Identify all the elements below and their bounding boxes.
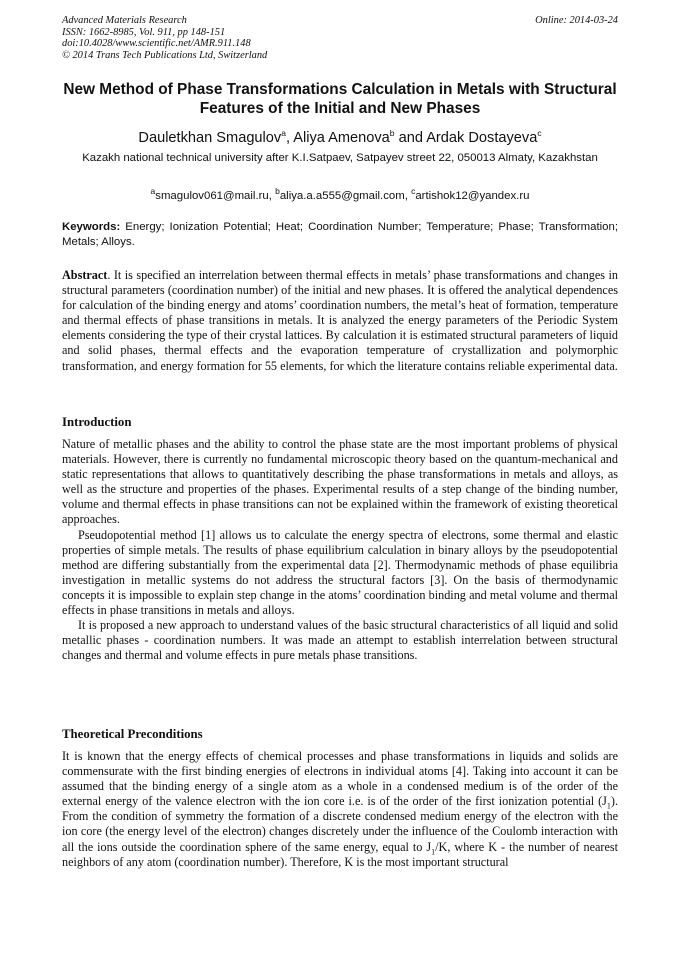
abstract-text: . It is specified an interrelation between thermal effects in metals’ phase transformations and changes in structural parameters (coordination number) of the initial and new phases. It is offered the analytical dependences for calculation of the binding energy and atoms’ coordination numbers, the metal’s heat of formation, temperature and thermal effects of phase transitions in metals. It is analyzed the energy parameters of the Periodic System elements considering the type of their crystal lattices. By calculation it is estimated structural parameters of liquid and solid phases, thermal effects and the evaporation temperature of crystallization and polymorphic transformation, and energy formation for 55 elements, for which the literature contains reliable experimental data. xyxy=(62,268,618,373)
subscript: 1 xyxy=(606,801,611,811)
email-address[interactable]: aliya.a.a555@gmail.com xyxy=(279,189,405,202)
author-name: Ardak Dostayeva xyxy=(426,129,538,146)
author-list xyxy=(62,124,618,147)
abstract-label: Abstract xyxy=(62,268,108,282)
online-date: Online: 2014-03-24 xyxy=(535,15,618,26)
abstract-block xyxy=(62,268,618,374)
keywords-block xyxy=(62,220,618,250)
doi-line: doi:10.4028/www.scientific.net/AMR.911.148 xyxy=(62,38,251,50)
subscript: 1 xyxy=(431,847,436,856)
keywords-label: Keywords: xyxy=(62,221,121,233)
theory-text: ). From the condition of symmetry the formation of a discrete condensed medium energy of the electron with the ion core (the energy level of the electron) changes discretely under the influence of the Coulomb interaction with all the ions outside the coordination sphere of the same energy, equal to J xyxy=(62,794,618,854)
author-mark: b xyxy=(389,128,395,138)
author-name: Aliya Amenova xyxy=(293,129,390,146)
keywords-text: Energy; Ionization Potential; Heat; Coordination Number; Temperature; Phase; Transformation; Metals; Alloys. xyxy=(62,221,618,248)
email-address[interactable]: artishok12@yandex.ru xyxy=(415,189,530,202)
author-name: Dauletkhan Smagulov xyxy=(138,129,282,146)
author-mark: c xyxy=(537,128,542,138)
paragraph xyxy=(62,749,618,870)
theory-body xyxy=(62,749,618,870)
paragraph: It is proposed a new approach to understand values of the basic structural characteristics of all liquid and solid metallic phases - coordination numbers. It was made an attempt to establish interrelation between structural changes and thermal and volume effects in pure metals phase transitions. xyxy=(62,618,618,663)
theory-heading: Theoretical Preconditions xyxy=(62,727,203,741)
email-list xyxy=(62,184,618,203)
copyright-line: © 2014 Trans Tech Publications Ltd, Switzerland xyxy=(62,49,268,61)
issn-line: ISSN: 1662-8985, Vol. 911, pp 148-151 xyxy=(62,26,226,38)
email-mark: b xyxy=(275,186,280,196)
paragraph: Nature of metallic phases and the ability to control the phase state are the most important problems of physical materials. However, there is currently no fundamental microscopic theory based on the quantum-mechanical and static representations that allows to quantitatively describing the phase transformations in metals and alloys, as well as the structure and properties of the phases. Experimental results of a step change of the binding number, volume and thermal effects in phase transitions can not be explained within the framework of existing theoretical approaches. xyxy=(62,437,618,527)
journal-name: Advanced Materials Research xyxy=(62,15,187,26)
email-address[interactable]: smagulov061@mail.ru xyxy=(155,189,269,202)
email-mark: a xyxy=(150,186,156,196)
affiliation: Kazakh national technical university after K.I.Satpaev, Satpayev street 22, 050013 Almaty, Kazakhstan xyxy=(82,152,598,164)
author-mark: a xyxy=(281,128,286,138)
paragraph: Pseudopotential method [1] allows us to calculate the energy spectra of electrons, some thermal and elastic properties of simple metals. The results of phase equilibrium calculation in binary alloys by the pseudopotential method are differing substantially from the experimental data [2]. Thermodynamic methods of phase equilibria investigation in metallic systems do not address the structural factors [3]. On the basis of thermodynamic concepts it is impossible to explain step change in the atoms’ coordination binding and metal volume and thermal effects in phase transitions in metals and alloys. xyxy=(62,527,618,618)
journal-header xyxy=(62,15,618,61)
author-and: and xyxy=(394,129,427,146)
email-mark: c xyxy=(411,186,416,196)
introduction-body xyxy=(62,437,618,663)
theory-text: It is known that the energy effects of chemical processes and phase transformations in liquids and solids are commensurate with the first binding energies of electrons in individual atoms [4]. Taking into account it can be assumed that the binding energy of a single atom as a whole in a condensed medium is of the order of the external energy of the valence electron with the ion core i.e. is of the order of the first ionization potential (J xyxy=(62,749,618,809)
email-separator: , xyxy=(268,189,276,202)
introduction-heading: Introduction xyxy=(62,415,132,429)
theory-text: /K, where K - the number of nearest neighbors of any atom (coordination number). Therefore, K is the most important structural xyxy=(62,839,618,869)
paper-title: New Method of Phase Transformations Calculation in Metals with Structural Features of the Initial and New Phases xyxy=(63,81,617,117)
email-separator: , xyxy=(404,189,412,202)
author-separator: , xyxy=(285,129,294,146)
